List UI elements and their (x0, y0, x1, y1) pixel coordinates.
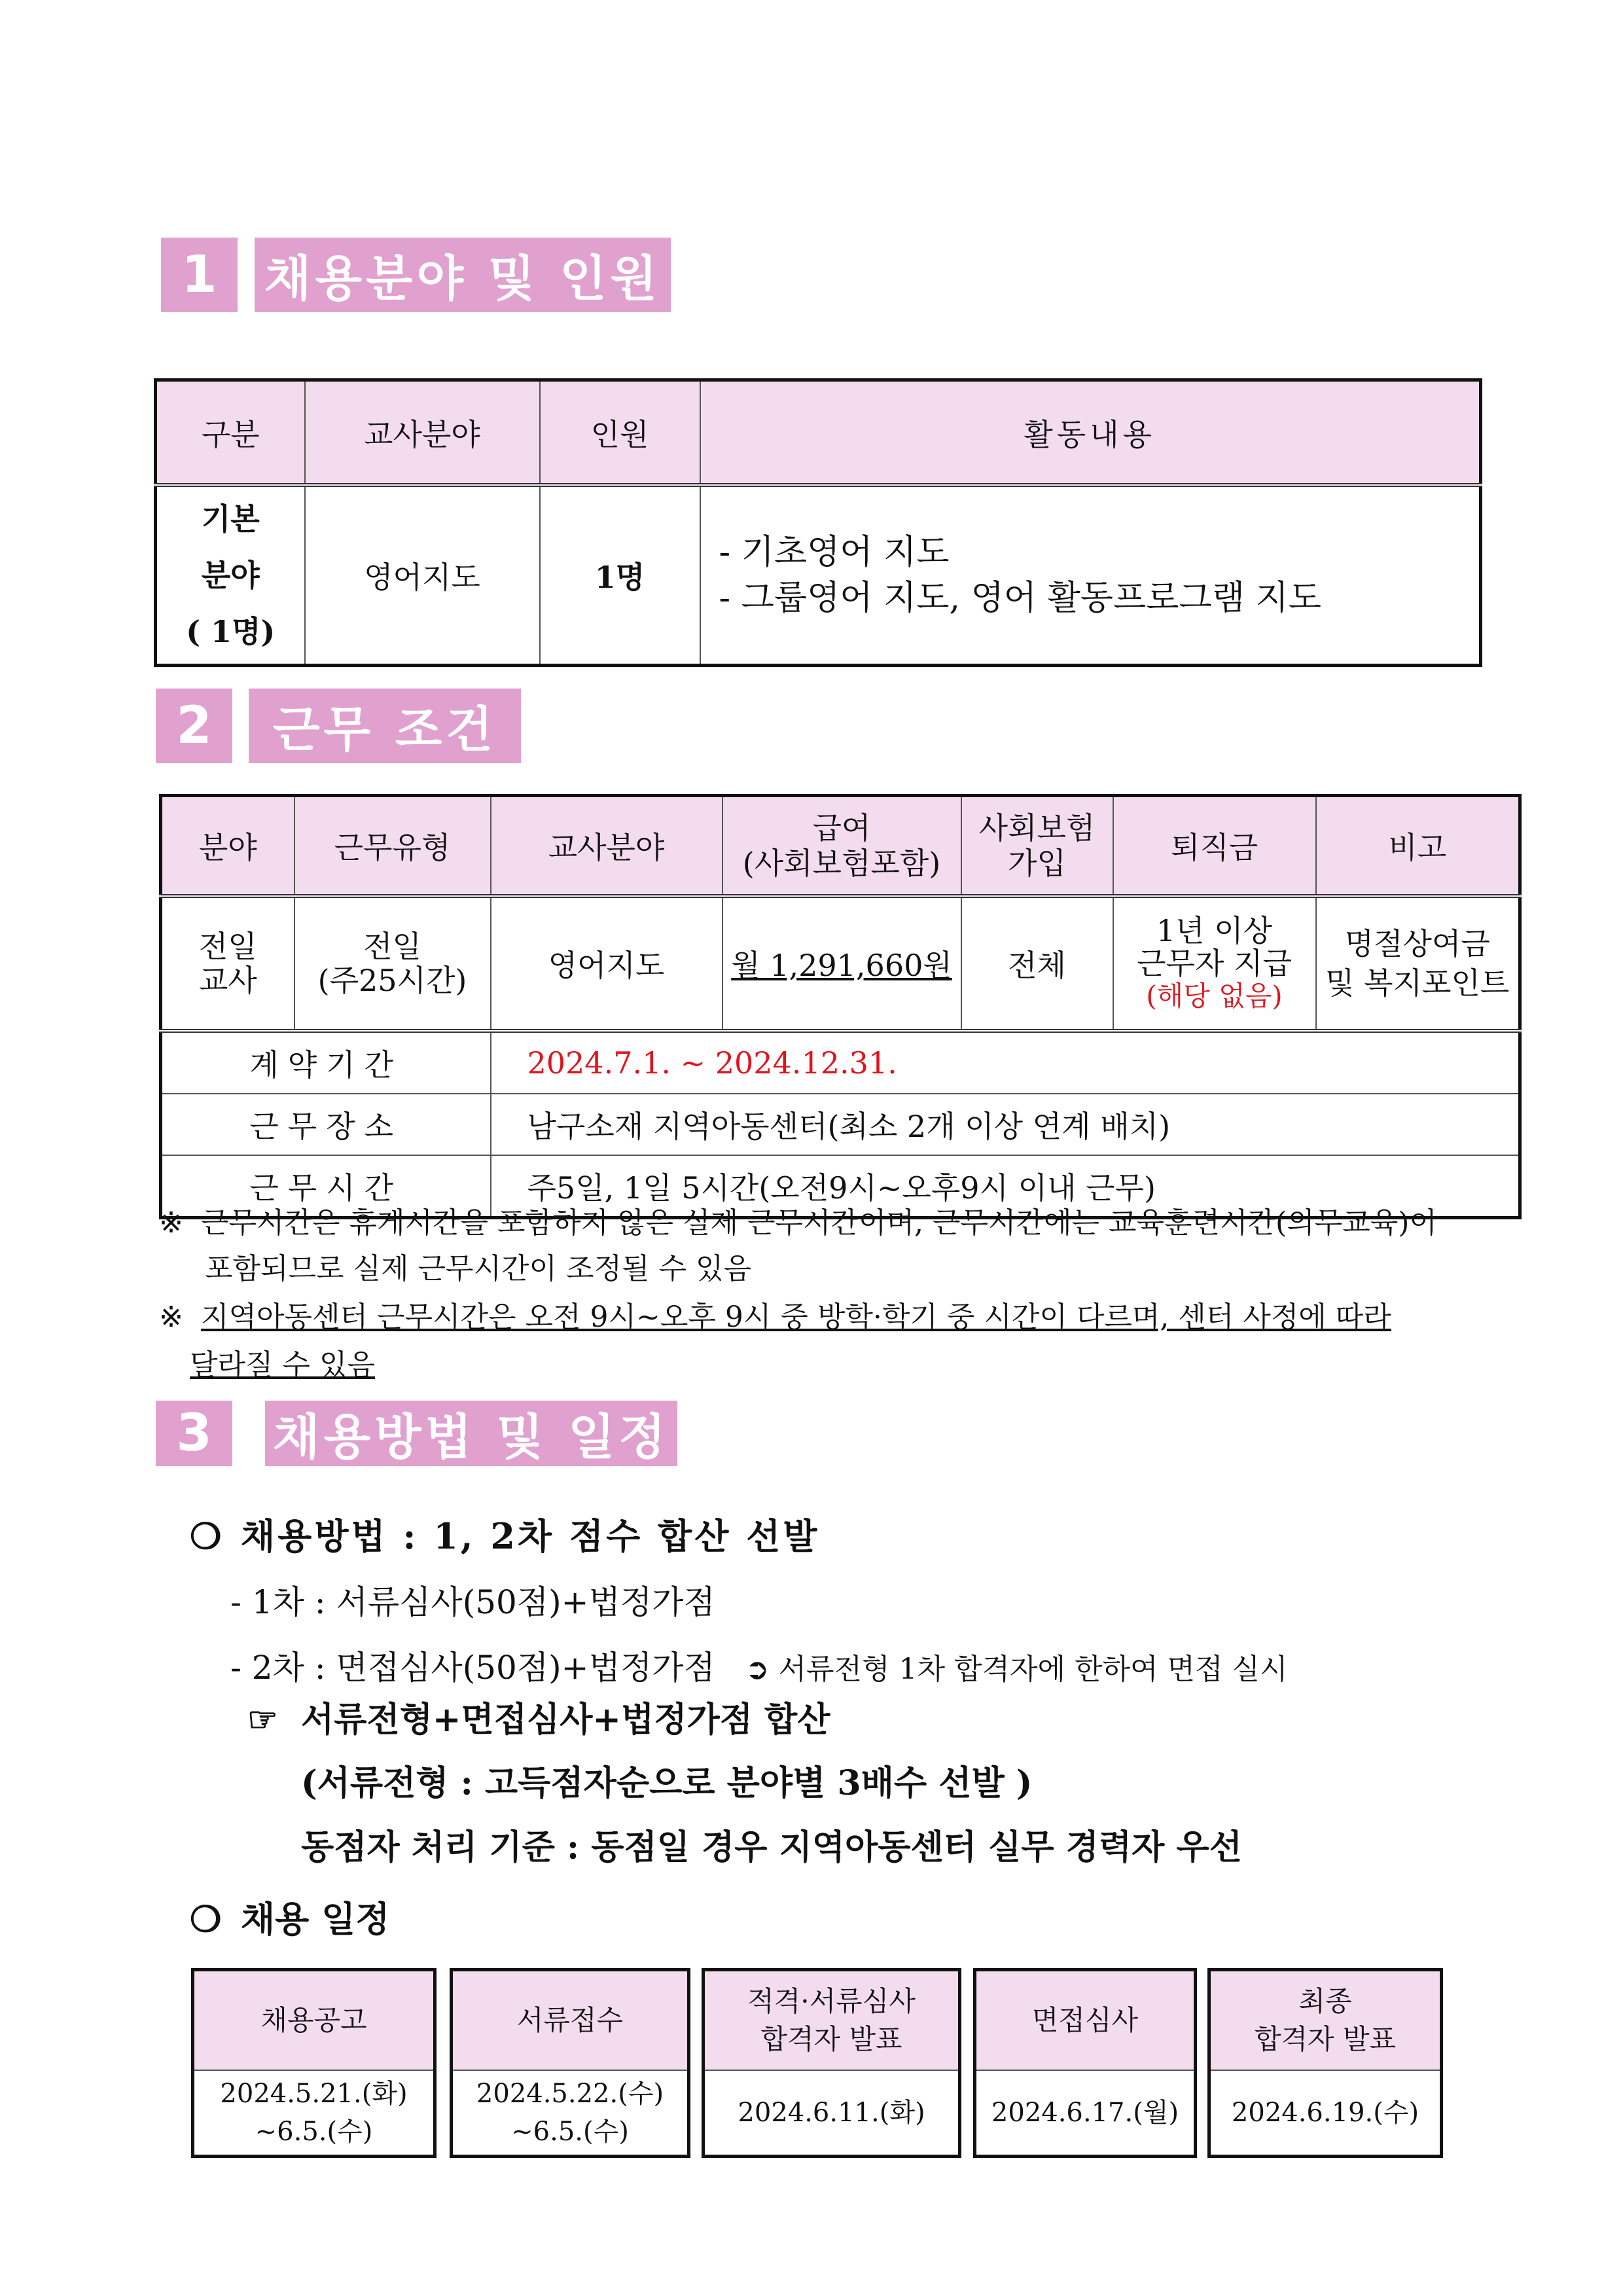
recruitment-table (154, 378, 1482, 667)
header-type: 근무유형 (294, 796, 491, 897)
note-2-line1: 지역아동센터 근무시간은 오전 9시~오후 9시 중 방학·학기 중 시간이 다르며, 센터 사정에 따라 (201, 1300, 1391, 1334)
category-line: 기본 (201, 501, 260, 537)
note-mark: ※ (159, 1300, 183, 1334)
contract-period-value: 2024.7.1. ~ 2024.12.31. (491, 1031, 1520, 1094)
severance-note: (해당 없음) (1146, 980, 1283, 1012)
paren-line: (서류전형 : 고득점자순으로 분야별 3배수 선발 ) (301, 1763, 1033, 1803)
step-2-note: ➲ 서류전형 1차 합격자에 한하여 면접 실시 (745, 1653, 1288, 1686)
schedule-step (191, 1968, 437, 2158)
schedule-date: 2024.5.22.(수) ~6.5.(수) (476, 2079, 664, 2147)
schedule-step (1207, 1968, 1443, 2158)
schedule-label: 적격·서류심사 합격자 발표 (705, 1971, 958, 2071)
section3-number: 3 (156, 1401, 232, 1466)
header-count: 인원 (540, 380, 700, 486)
section2-title: 근무 조건 (249, 689, 521, 763)
work-place-label: 근무장소 (161, 1094, 491, 1155)
note-1-line1: 근무시간은 휴게시간을 포함하지 않은 실제 근무시간이며, 근무시간에는 교육훈련시간(의무교육)이 (201, 1206, 1437, 1240)
tie-line: 동점자 처리 기준 : 동점일 경우 지역아동센터 실무 경력자 우선 (301, 1827, 1242, 1867)
field-cell: 영어지도 (491, 896, 722, 1031)
category-line: ( 1명) (186, 614, 276, 649)
schedule-bullet: ❍ (190, 1898, 222, 1940)
step-2 (230, 1641, 1288, 1689)
severance-text: 1년 이상 근무자 지급 (1137, 913, 1292, 981)
header-area: 분야 (161, 796, 294, 897)
schedule-date: 2024.6.11.(화) (738, 2098, 925, 2128)
salary-cell (722, 896, 961, 1031)
method-bullet: ❍ (190, 1515, 222, 1557)
remarks-cell: 명절상여금 및 복지포인트 (1316, 896, 1520, 1031)
schedule-title (190, 1892, 389, 1942)
schedule-date: 2024.6.19.(수) (1231, 2098, 1419, 2128)
category-cell (156, 485, 305, 666)
note-1-cont (205, 1251, 751, 1287)
schedule-label: 서류접수 (453, 1971, 687, 2071)
step-2-text: - 2차 : 면접심사(50점)+법정가점 (230, 1649, 715, 1687)
note-2 (159, 1300, 1391, 1335)
schedule-date: 2024.6.17.(월) (991, 2098, 1179, 2128)
insurance-cell: 전체 (961, 896, 1113, 1031)
work-hours-value: 주5일, 1일 5시간(오전9시~오후9시 이내 근무) (491, 1155, 1520, 1218)
contract-period-label: 계약기간 (161, 1031, 491, 1094)
header-field: 교사분야 (305, 380, 540, 486)
header-insurance: 사회보험 가입 (961, 796, 1113, 897)
type-cell: 전일 (주25시간) (294, 896, 491, 1031)
schedule-title-text: 채용 일정 (241, 1898, 390, 1940)
header-severance: 퇴직금 (1113, 796, 1316, 897)
section1-title: 채용분야 및 인원 (255, 238, 671, 312)
header-remarks: 비고 (1316, 796, 1520, 897)
field-cell: 영어지도 (305, 485, 540, 666)
schedule-label: 최종 합격자 발표 (1211, 1971, 1440, 2071)
schedule-label: 면접심사 (976, 1971, 1194, 2071)
method-title (190, 1509, 819, 1559)
schedule-label: 채용공고 (194, 1971, 433, 2071)
step-1: - 1차 : 서류심사(50점)+법정가점 (230, 1583, 715, 1621)
note-2-cont (190, 1348, 375, 1383)
note-mark: ※ (159, 1206, 183, 1240)
area-cell: 전일 교사 (161, 896, 294, 1031)
sum-line-text: 서류전형+면접심사+법정가점 합산 (301, 1700, 830, 1740)
work-hours-label: 근무시간 (161, 1155, 491, 1218)
sum-line (247, 1692, 830, 1741)
method-title-text: 채용방법 : 1, 2차 점수 합산 선발 (241, 1515, 820, 1557)
category-line: 분야 (201, 558, 260, 593)
schedule-step (702, 1968, 961, 2158)
work-place-value: 남구소재 지역아동센터(최소 2개 이상 연계 배치) (491, 1094, 1520, 1155)
count-cell: 1명 (540, 485, 700, 666)
header-activity: 활동내용 (700, 380, 1481, 486)
note-1-line2: 포함되므로 실제 근무시간이 조정될 수 있음 (205, 1252, 752, 1285)
pointer-icon: ☞ (247, 1700, 278, 1740)
activity-cell (700, 485, 1481, 666)
header-field: 교사분야 (491, 796, 722, 897)
section2-number: 2 (156, 689, 232, 763)
schedule-date: 2024.5.21.(화) ~6.5.(수) (220, 2079, 408, 2147)
note-2-line2: 달라질 수 있음 (190, 1348, 375, 1382)
schedule-step (450, 1968, 690, 2158)
work-conditions-table (159, 794, 1522, 1219)
header-category: 구분 (156, 380, 305, 486)
schedule-step (973, 1968, 1197, 2158)
note-1 (159, 1206, 1437, 1241)
severance-cell (1113, 896, 1316, 1031)
salary-value: 월 1,291,660원 (731, 948, 952, 983)
header-salary: 급여 (사회보험포함) (722, 796, 961, 897)
activity-item: - 기초영어 지도 (719, 533, 950, 572)
section3-title: 채용방법 및 일정 (265, 1401, 677, 1466)
section1-number: 1 (161, 238, 238, 312)
activity-item: - 그룹영어 지도, 영어 활동프로그램 지도 (719, 579, 1321, 618)
